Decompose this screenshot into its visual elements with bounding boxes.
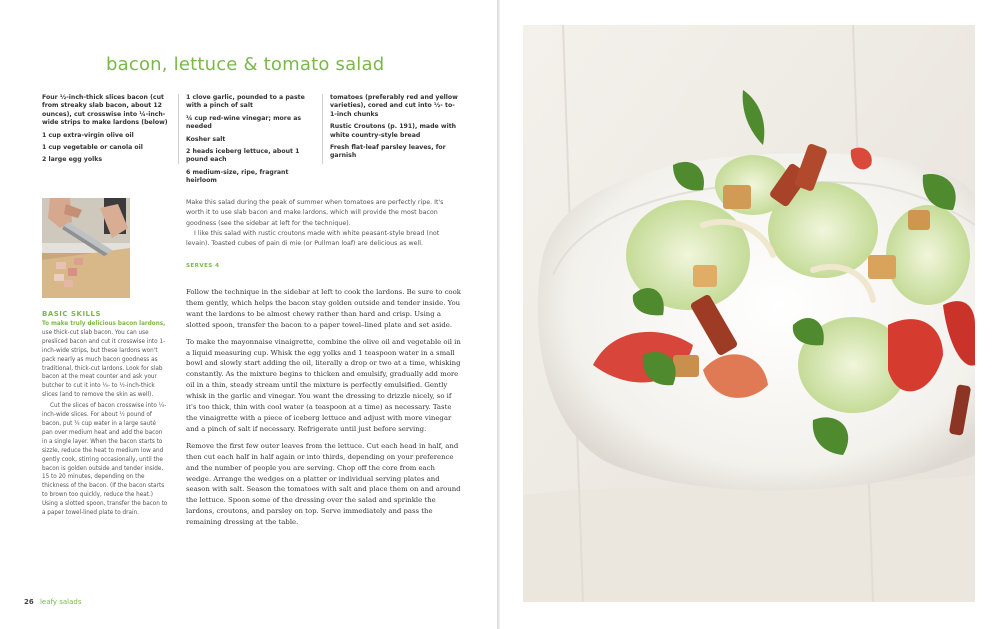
recipe-title: bacon, lettuce & tomato salad <box>106 54 385 76</box>
section-name: leafy salads <box>39 598 82 606</box>
lardons-cutting-photo <box>42 198 130 298</box>
recipe-intro <box>186 198 462 249</box>
page-footer <box>24 598 82 606</box>
ingredient: Four ½-inch-thick slices bacon (cut from streaky slab bacon, about 12 ounces), cut crosswise into ¼-inch-wide strips to make lardons (below) <box>42 94 168 127</box>
ingredient: tomatoes (preferably red and yellow varieties), cored and cut into ½- to-1-inch chunks <box>330 94 458 118</box>
ingredient: 1 cup vegetable or canola oil <box>42 144 143 152</box>
ingredient: ¼ cup red-wine vinegar; more as needed <box>186 114 302 131</box>
ingredient: Kosher salt <box>186 135 226 143</box>
ingredients-column-3 <box>330 94 460 165</box>
left-page <box>0 0 497 629</box>
salad-photo <box>523 25 975 602</box>
sidebar-heading: BASIC SKILLS <box>42 310 102 318</box>
intro-paragraph: I like this salad with rustic croutons made with white peasant-style bread (not levain). Toasted cubes of pain di mie (or Pullman loaf) are delicious as well. <box>186 229 440 248</box>
ingredients-column-2 <box>186 94 316 190</box>
sidebar-paragraph: use thick-cut slab bacon. You can use presliced bacon and cut it crosswise into 1-inch-wide strips, but these lardons won't pack nearly as much bacon goodness as traditional, thick-cut lardons. Look for slab bacon at the meat counter and ask your butcher to cut it into ¼- to ½-inch-thick slices (and to remove the skin as well). <box>42 329 166 399</box>
intro-paragraph: Make this salad during the peak of summer when tomatoes are perfectly ripe. It's worth it to use slab bacon and make lardons, which will provide the most bacon goodness (see the sidebar at left for the technique). <box>186 199 444 227</box>
column-divider <box>178 94 179 164</box>
ingredients-column-1 <box>42 94 170 169</box>
sidebar-paragraph: Cut the slices of bacon crosswise into ¼-inch-wide slices. For about ½ pound of bacon, put ¼ cup water in a large sauté pan over medium heat and add the bacon in a single layer. When the bacon starts to sizzle, reduce the heat to medium low and gently cook, stirring occasionally, until the bacon is golden outside and tender inside, 15 to 20 minutes, depending on the thickness of the bacon. (If the bacon starts to brown too quickly, reduce the heat.) Using a slotted spoon, transfer the bacon to a paper towel-lined plate to drain. <box>42 403 168 517</box>
method-paragraph: To make the mayonnaise vinaigrette, combine the olive oil and vegetable oil in a liquid measuring cup. Whisk the egg yolks and 1 teaspoon water in a small bowl and slowly start adding the oil, literally a drop or two at a time, whisking constantly. As the mixture begins to thicken and emulsify, gradually add more oil in a thin, steady stream until the mixture is perfectly emulsified. Gently whisk in the garlic and vinegar. You want the dressing to drizzle nicely, so if it's too thick, thin with cool water (a teaspoon at a time) as necessary. Taste the vinaigrette with a piece of iceberg lettuce and adjust with more vinegar and a pinch of salt if necessary. Refrigerate until just before serving. <box>186 337 461 433</box>
ingredient: 2 large egg yolks <box>42 156 102 164</box>
recipe-method <box>186 287 462 534</box>
ingredient: Rustic Croutons (p. 191), made with white country-style bread <box>330 123 457 139</box>
sidebar-body <box>42 320 168 520</box>
page-number: 26 <box>24 598 34 606</box>
ingredient: Fresh flat-leaf parsley leaves, for garnish <box>330 144 446 160</box>
method-paragraph: Remove the first few outer leaves from the lettuce. Cut each head in half, and then cut each half in half again or into thirds, depending on your preference and the number of people you are serving. Chop off the core from each wedge. Arrange the wedges on a platter or individual serving plates and season with salt. Season the tomatoes with salt and place them on and around the lettuce. Spoon some of the dressing over the salad and sprinkle the lardons, croutons, and parsley on top. Serve immediately and pass the remaining dressing at the table. <box>186 441 461 527</box>
ingredient: 6 medium-size, ripe, fragrant heirloom <box>186 168 289 185</box>
serves-label: SERVES 4 <box>186 263 220 269</box>
ingredient: 1 clove garlic, pounded to a paste with a pinch of salt <box>186 94 305 110</box>
ingredient: 1 cup extra-virgin olive oil <box>42 131 134 139</box>
ingredient: 2 heads iceberg lettuce, about 1 pound each <box>186 148 300 164</box>
method-paragraph: Follow the technique in the sidebar at left to cook the lardons. Be sure to cook them gently, which helps the bacon stay golden outside and tender inside. You want the lardons to be almost chewy rather than hard and crisp. Using a slotted spoon, transfer the bacon to a paper towel–lined plate and set aside. <box>186 288 461 329</box>
column-divider <box>322 94 323 164</box>
sidebar-lead: To make truly delicious bacon lardons, <box>42 321 166 327</box>
